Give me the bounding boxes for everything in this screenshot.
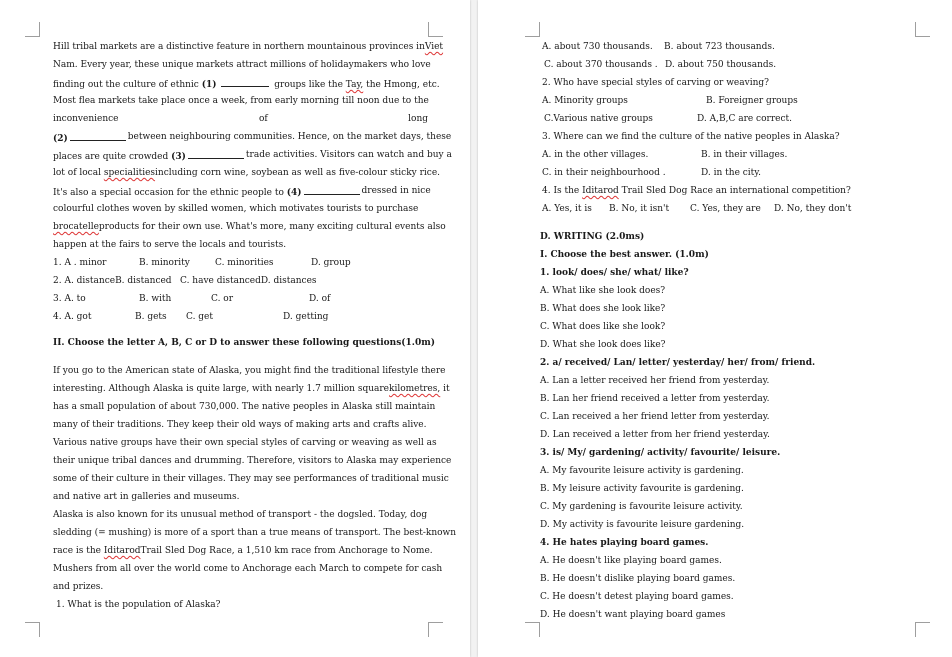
text-line <box>53 185 431 198</box>
text-line <box>53 383 450 395</box>
option[interactable]: D. What she look does like? <box>540 340 666 350</box>
spellcheck-word: kilometres, <box>389 384 441 394</box>
option[interactable]: C. Yes, they are <box>690 204 761 214</box>
margin-corner-mark <box>525 22 540 37</box>
margin-corner-mark <box>428 22 443 37</box>
option[interactable]: C. in their neighbourhood . <box>542 168 666 178</box>
option[interactable]: D. in the city. <box>701 168 762 178</box>
option[interactable]: 1. A . minor <box>53 258 107 268</box>
margin-corner-mark <box>428 622 443 637</box>
text-segment: happen at the fairs to serve the locals and tourists. <box>53 240 287 250</box>
text-line <box>53 221 446 233</box>
question-options <box>542 149 922 161</box>
option[interactable]: 4. A. got <box>53 312 92 322</box>
text-line <box>53 167 441 179</box>
spellcheck-word: Iditarod <box>582 186 619 196</box>
blank-number: (3) <box>171 152 186 162</box>
text-line <box>53 365 446 377</box>
section-heading: II. Choose the letter A, B, C or D to answer these following questions(1.0m) <box>53 338 435 348</box>
option[interactable]: C.Various native groups <box>544 114 653 124</box>
blank-number: (4) <box>286 188 302 198</box>
option[interactable]: D. My activity is favourite leisure gardening. <box>540 520 745 530</box>
question-options <box>53 293 428 305</box>
question-cue: 3. is/ My/ gardening/ activity/ favourite/ leisure. <box>540 448 781 458</box>
question-text: 1. What is the population of Alaska? <box>56 600 221 610</box>
question-options <box>542 59 922 71</box>
question-cue: 2. a/ received/ Lan/ letter/ yesterday/ her/ from/ friend. <box>540 358 816 368</box>
text-segment: including corn wine, soybean as well as five-colour sticky rice. <box>155 168 441 178</box>
text-segment: Nam. Every year, these unique markets attract millions of holidaymakers who love <box>53 60 431 70</box>
document-page-left <box>0 0 470 657</box>
text-segment: and prizes. <box>53 582 104 592</box>
option[interactable]: D. No, they don't <box>774 204 852 214</box>
blank-number: (1) <box>201 80 217 90</box>
option[interactable]: B. No, it isn't <box>609 204 670 214</box>
option[interactable]: A. Minority groups <box>542 96 628 106</box>
answer-blank[interactable] <box>221 77 269 87</box>
question-options <box>53 257 428 269</box>
text-segment: Hill tribal markets are a distinctive feature in northern mountainous provinces in <box>53 42 425 52</box>
question-options <box>542 113 922 125</box>
option[interactable]: C. have distancedD. distances <box>180 276 317 286</box>
text-segment: Various native groups have their own special styles of carving or weaving as well as <box>53 438 437 448</box>
option[interactable]: A. in the other villages. <box>542 150 649 160</box>
option[interactable]: D. Lan received a letter from her friend yesterday. <box>540 430 770 440</box>
option[interactable]: A. Lan a letter received her friend from yesterday. <box>540 376 770 386</box>
option[interactable]: B. gets <box>135 312 167 322</box>
text-segment: inconvenience <box>53 114 119 124</box>
text-segment: dressed in nice <box>361 186 431 196</box>
option[interactable]: D. getting <box>283 312 329 322</box>
spellcheck-word: Viet <box>424 42 444 52</box>
text-line <box>53 203 428 215</box>
text-segment: it <box>443 384 450 394</box>
question-options <box>53 311 428 323</box>
text-segment: 4. Is the <box>542 186 580 196</box>
option[interactable]: D. of <box>309 294 331 304</box>
margin-corner-mark <box>25 22 40 37</box>
text-segment: If you go to the American state of Alaska, you might find the traditional lifestyle there <box>53 366 446 376</box>
option[interactable]: D. group <box>311 258 351 268</box>
option[interactable]: B. He doesn't dislike playing board games. <box>540 574 736 584</box>
option[interactable]: B. What does she look like? <box>540 304 666 314</box>
spellcheck-word: Tay, <box>345 80 364 90</box>
margin-corner-mark <box>915 22 930 37</box>
option[interactable]: A. What like she look does? <box>540 286 666 296</box>
question-cue: 1. look/ does/ she/ what/ like? <box>540 268 689 278</box>
question-text <box>542 185 851 197</box>
text-segment: Most flea markets take place once a week, from early morning till noon due to the <box>53 96 429 106</box>
margin-corner-mark <box>915 622 930 637</box>
text-line <box>53 437 437 449</box>
option[interactable]: C. minorities <box>215 258 274 268</box>
text-segment: Mushers from all over the world come to Anchorage each March to compete for cash <box>53 564 443 574</box>
option[interactable]: C. He doesn't detest playing board games. <box>540 592 734 602</box>
question-text: 3. Where can we find the culture of the native peoples in Alaska? <box>542 132 840 142</box>
text-segment: of <box>258 114 268 124</box>
option[interactable]: 2. A. distanceB. distanced <box>53 276 172 286</box>
text-line <box>53 491 239 503</box>
text-line <box>53 581 103 593</box>
text-segment: many of their traditions. They keep their old ways of making arts and crafts alive. <box>53 420 427 430</box>
text-line <box>53 473 449 485</box>
text-segment: race is the <box>53 546 101 556</box>
text-segment: their unique tribal dances and drumming. Therefore, visitors to Alaska may experience <box>53 456 452 466</box>
text-segment: places are quite crowded <box>53 152 169 162</box>
question-options <box>53 275 428 287</box>
text-line <box>53 149 452 162</box>
option[interactable]: A. about 730 thousands. <box>542 42 653 52</box>
option[interactable]: C. or <box>211 294 234 304</box>
option[interactable]: A. He doesn't like playing board games. <box>540 556 722 566</box>
text-segment: colourful clothes woven by skilled women, which motivates tourists to purchase <box>53 204 419 214</box>
option[interactable]: B. My leisure activity favourite is gardening. <box>540 484 744 494</box>
text-segment: some of their culture in their villages. They may see performances of traditional music <box>53 474 449 484</box>
text-segment: Trail Sled Dog Race an international competition? <box>621 186 851 196</box>
option[interactable]: D. about 750 thousands. <box>665 60 777 70</box>
answer-blank[interactable] <box>70 131 126 141</box>
question-options <box>542 95 922 107</box>
option[interactable]: B. Lan her friend received a letter from yesterday. <box>540 394 770 404</box>
text-segment: long <box>408 114 428 124</box>
option[interactable]: C. Lan received a her friend letter from yesterday. <box>540 412 770 422</box>
text-line <box>53 401 436 413</box>
text-line <box>53 131 452 144</box>
text-line <box>53 455 452 467</box>
text-segment: It's also a special occasion for the ethnic people to <box>53 188 284 198</box>
question-options <box>542 41 922 53</box>
answer-blank[interactable] <box>304 185 360 195</box>
text-segment: interesting. Although Alaska is quite large, with nearly 1.7 million square <box>53 384 389 394</box>
option[interactable]: B. about 723 thousands. <box>664 42 775 52</box>
option[interactable]: B. minority <box>139 258 190 268</box>
text-segment: the Hmong, etc. <box>366 80 440 90</box>
option[interactable]: A. Yes, it is <box>542 204 592 214</box>
option[interactable]: C. get <box>186 312 213 322</box>
option[interactable]: A. My favourite leisure activity is gardening. <box>540 466 744 476</box>
text-line <box>53 419 425 431</box>
text-segment: Alaska is also known for its unusual method of transport - the dogsled. Today, dog <box>53 510 428 520</box>
option[interactable]: 3. A. to <box>53 294 86 304</box>
option[interactable]: D. A,B,C are correct. <box>697 114 792 124</box>
option[interactable]: C. What does like she look? <box>540 322 666 332</box>
text-line <box>53 59 431 71</box>
text-segment: lot of local <box>53 168 101 178</box>
spellcheck-word: brocatelle <box>53 222 99 232</box>
text-line <box>53 77 440 89</box>
option[interactable]: D. He doesn't want playing board games <box>540 610 726 620</box>
spellcheck-word: Iditarod <box>103 546 141 556</box>
answer-blank[interactable] <box>188 149 244 159</box>
text-segment: trade activities. Visitors can watch and buy a <box>245 150 452 160</box>
option[interactable]: B. in their villages. <box>701 150 788 160</box>
text-line <box>53 563 443 575</box>
text-line <box>53 41 444 53</box>
option[interactable]: C. My gardening is favourite leisure activity. <box>540 502 743 512</box>
question-options <box>542 203 922 215</box>
text-line <box>53 509 428 521</box>
blank-number: (2) <box>53 134 68 144</box>
text-line <box>53 239 286 251</box>
text-segment: sledding (= mushing) is more of a sport than a true means of transport. The best-known <box>53 528 457 538</box>
text-segment: and native art in galleries and museums. <box>53 492 240 502</box>
text-segment: products for their own use. What's more, many exciting cultural events also <box>98 222 446 232</box>
option[interactable]: B. with <box>139 294 172 304</box>
text-segment: has a small population of about 730,000. The native peoples in Alaska still maintain <box>53 402 436 412</box>
text-line <box>53 113 428 125</box>
question-text: 2. Who have special styles of carving or weaving? <box>542 78 769 88</box>
question-cue: 4. He hates playing board games. <box>540 538 709 548</box>
option[interactable]: C. about 370 thousands . <box>544 60 658 70</box>
text-line <box>53 527 457 539</box>
text-line <box>53 95 428 107</box>
option[interactable]: B. Foreigner groups <box>706 96 798 106</box>
spellcheck-word: specialities <box>103 168 156 178</box>
text-line <box>53 545 433 557</box>
text-segment: finding out the culture of ethnic <box>53 80 199 90</box>
text-segment: Trail Sled Dog Race, a 1,510 km race from Anchorage to Nome. <box>140 546 433 556</box>
section-heading: D. WRITING (2.0ms) <box>540 232 645 242</box>
text-segment: between neighbouring communities. Hence, on the market days, these <box>127 132 452 142</box>
text-segment: groups like the <box>274 80 343 90</box>
margin-corner-mark <box>25 622 40 637</box>
question-options <box>542 167 922 179</box>
document-page-right <box>478 0 952 657</box>
margin-corner-mark <box>525 622 540 637</box>
section-heading: I. Choose the best answer. (1.0m) <box>540 250 709 260</box>
